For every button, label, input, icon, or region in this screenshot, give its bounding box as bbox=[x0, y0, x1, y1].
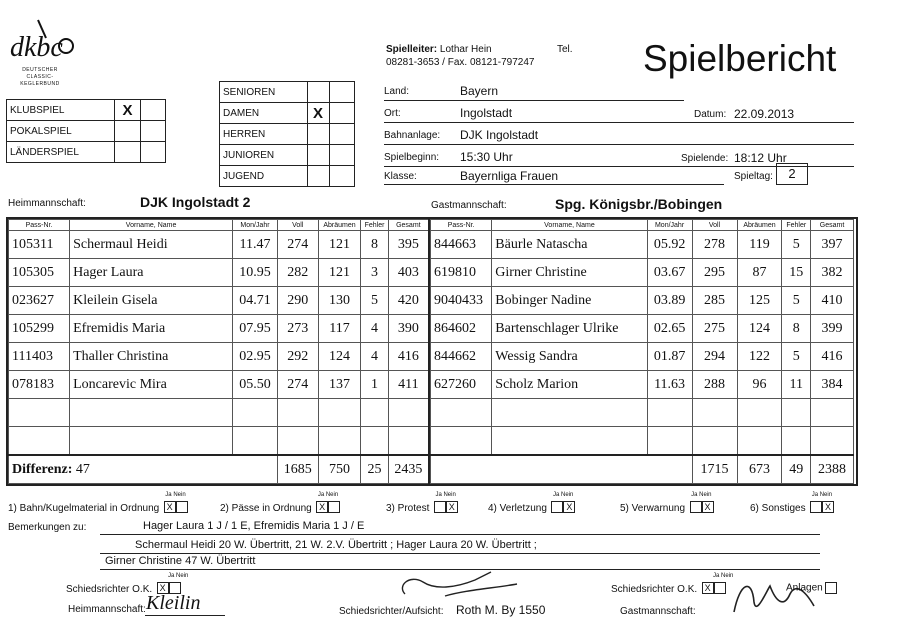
fehler-count: 5 bbox=[782, 287, 811, 315]
ort-label: Ort: bbox=[384, 108, 401, 119]
column-header: Pass-Nr. bbox=[9, 220, 70, 231]
player-row bbox=[9, 287, 430, 315]
abraeumen-score: 96 bbox=[737, 371, 782, 399]
fehler-count bbox=[782, 427, 811, 456]
column-header: Abräumen bbox=[737, 220, 782, 231]
birth-date: 04.71 bbox=[233, 287, 278, 315]
type-mark bbox=[115, 142, 140, 163]
check-nein-checkbox[interactable]: X bbox=[446, 501, 458, 513]
logo-text: DEUTSCHER CLASSIC- KEGLERBUND bbox=[20, 67, 60, 87]
check-item: Ja Nein 6) Sonstiges X bbox=[750, 492, 833, 514]
birth-date: 05.50 bbox=[233, 371, 278, 399]
gesamt-score bbox=[811, 399, 854, 427]
land-value: Bayern bbox=[460, 84, 499, 98]
check-label: 4) Verletzung bbox=[488, 503, 547, 514]
player-name: Schermaul Heidi bbox=[70, 231, 233, 259]
abraeumen-score: 137 bbox=[318, 371, 361, 399]
spielende-label: Spielende: bbox=[681, 153, 729, 164]
remarks-line-2: Schermaul Heidi 20 W. Übertritt, 21 W. 2.V. Übertritt ; Hager Laura 20 W. Übertritt ; bbox=[135, 539, 537, 551]
klasse-label: Klasse: bbox=[384, 171, 417, 182]
player-name: Thaller Christina bbox=[70, 343, 233, 371]
voll-score: 294 bbox=[692, 343, 737, 371]
gesamt-score: 399 bbox=[811, 315, 854, 343]
diff-value: 47 bbox=[75, 461, 90, 477]
pass-nr: 844662 bbox=[431, 343, 492, 371]
type-row bbox=[220, 166, 355, 187]
check-item: Ja Nein 2) Pässe in Ordnung X bbox=[220, 492, 339, 514]
empty-total bbox=[431, 455, 693, 484]
type-mark bbox=[307, 82, 329, 103]
heim-team: DJK Ingolstadt 2 bbox=[140, 194, 251, 210]
checklist bbox=[8, 492, 858, 516]
birth-date bbox=[233, 427, 278, 456]
gesamt-score bbox=[811, 427, 854, 456]
logo-emblem bbox=[8, 18, 78, 62]
abraeumen-score: 124 bbox=[318, 343, 361, 371]
abraeumen-score bbox=[318, 399, 361, 427]
birth-date: 05.92 bbox=[647, 231, 692, 259]
check-nein-checkbox[interactable]: X bbox=[563, 501, 575, 513]
guest-table bbox=[430, 219, 854, 484]
abraeumen-score: 117 bbox=[318, 315, 361, 343]
voll-score: 292 bbox=[277, 343, 318, 371]
pass-nr bbox=[9, 427, 70, 456]
gesamt-score: 403 bbox=[388, 259, 429, 287]
type-label: HERREN bbox=[220, 124, 308, 145]
datum-value: 22.09.2013 bbox=[734, 107, 795, 121]
gesamt-score: 382 bbox=[811, 259, 854, 287]
total-abraeumen: 750 bbox=[318, 455, 361, 484]
type-empty bbox=[329, 124, 354, 145]
check-ja-checkbox[interactable] bbox=[551, 501, 563, 513]
type-row bbox=[220, 103, 355, 124]
pass-nr: 105299 bbox=[9, 315, 70, 343]
player-row bbox=[431, 427, 854, 456]
spieltag-value: 2 bbox=[776, 163, 808, 185]
schied-label: Schiedsrichter/Aufsicht: bbox=[339, 606, 444, 617]
abraeumen-score bbox=[737, 399, 782, 427]
spielleiter: Spielleiter: Lothar Hein bbox=[386, 44, 492, 55]
pass-nr: 844663 bbox=[431, 231, 492, 259]
abraeumen-score: 124 bbox=[737, 315, 782, 343]
check-ja-checkbox[interactable] bbox=[690, 501, 702, 513]
pass-nr bbox=[9, 399, 70, 427]
voll-score bbox=[692, 399, 737, 427]
check-label: 3) Protest bbox=[386, 503, 430, 514]
abraeumen-score: 119 bbox=[737, 231, 782, 259]
abraeumen-score bbox=[318, 427, 361, 456]
player-name bbox=[70, 427, 233, 456]
land-label: Land: bbox=[384, 86, 410, 97]
remarks-line-3: Girner Christine 47 W. Übertritt bbox=[105, 555, 256, 567]
bahnanlage-value: DJK Ingolstadt bbox=[460, 128, 539, 142]
player-name: Bobinger Nadine bbox=[492, 287, 647, 315]
fehler-count: 4 bbox=[361, 315, 388, 343]
total-voll: 1685 bbox=[277, 455, 318, 484]
score-sheet bbox=[6, 217, 858, 486]
fehler-count: 4 bbox=[361, 343, 388, 371]
remarks-label: Bemerkungen zu: bbox=[8, 522, 87, 533]
type-row bbox=[220, 82, 355, 103]
column-header-row bbox=[9, 220, 430, 231]
player-row bbox=[431, 287, 854, 315]
column-header: Fehler bbox=[361, 220, 388, 231]
birth-date: 03.67 bbox=[647, 259, 692, 287]
player-name: Wessig Sandra bbox=[492, 343, 647, 371]
spielende-value: 18:12 Uhr bbox=[734, 151, 787, 165]
check-label: 6) Sonstiges bbox=[750, 503, 806, 514]
gesamt-score: 397 bbox=[811, 231, 854, 259]
column-header: Mon/Jahr bbox=[647, 220, 692, 231]
gesamt-score: 410 bbox=[811, 287, 854, 315]
schied-ok-home: Ja Nein Schiedsrichter O.K. X bbox=[66, 573, 189, 595]
schied-ok-guest: Ja Nein Schiedsrichter O.K. X bbox=[611, 573, 734, 595]
schied-ok-guest-ja-checkbox[interactable]: X bbox=[702, 582, 714, 594]
fehler-count bbox=[361, 427, 388, 456]
column-header-row bbox=[431, 220, 854, 231]
player-name: Kleilein Gisela bbox=[70, 287, 233, 315]
pass-nr bbox=[431, 427, 492, 456]
type-row bbox=[220, 145, 355, 166]
type-mark: X bbox=[115, 100, 140, 121]
birth-date bbox=[647, 427, 692, 456]
player-name: Bartenschlager Ulrike bbox=[492, 315, 647, 343]
dkbc-logo bbox=[8, 18, 78, 87]
type-empty bbox=[329, 145, 354, 166]
voll-score: 295 bbox=[692, 259, 737, 287]
player-row bbox=[431, 315, 854, 343]
check-label: 1) Bahn/Kugelmaterial in Ordnung bbox=[8, 503, 160, 514]
column-header: Pass-Nr. bbox=[431, 220, 492, 231]
player-row bbox=[431, 343, 854, 371]
column-header: Mon/Jahr bbox=[233, 220, 278, 231]
type-label: LÄNDERSPIEL bbox=[7, 142, 115, 163]
gesamt-score bbox=[388, 427, 429, 456]
pass-nr bbox=[431, 399, 492, 427]
type-label: SENIOREN bbox=[220, 82, 308, 103]
gast-sign-label: Gastmannschaft: bbox=[620, 606, 696, 617]
birth-date bbox=[233, 399, 278, 427]
schied-signature bbox=[395, 566, 525, 606]
type-mark: X bbox=[307, 103, 329, 124]
pass-nr: 864602 bbox=[431, 315, 492, 343]
total-voll: 1715 bbox=[692, 455, 737, 484]
fehler-count: 5 bbox=[361, 287, 388, 315]
player-name bbox=[492, 427, 647, 456]
type-empty bbox=[140, 100, 165, 121]
fehler-count: 5 bbox=[782, 231, 811, 259]
check-item: Ja Nein 5) Verwarnung X bbox=[620, 492, 712, 514]
type-mark bbox=[115, 121, 140, 142]
bahnanlage-label: Bahnanlage: bbox=[384, 130, 441, 141]
voll-score: 282 bbox=[277, 259, 318, 287]
pass-nr: 9040433 bbox=[431, 287, 492, 315]
fehler-count: 15 bbox=[782, 259, 811, 287]
column-header: Gesamt bbox=[388, 220, 429, 231]
player-name: Efremidis Maria bbox=[70, 315, 233, 343]
tel-label: Tel. bbox=[557, 44, 573, 55]
player-row bbox=[431, 371, 854, 399]
birth-date: 11.47 bbox=[233, 231, 278, 259]
type-label: DAMEN bbox=[220, 103, 308, 124]
spieltag-label: Spieltag: bbox=[734, 171, 773, 182]
player-row bbox=[9, 259, 430, 287]
abraeumen-score: 125 bbox=[737, 287, 782, 315]
player-name bbox=[492, 399, 647, 427]
column-header: Voll bbox=[277, 220, 318, 231]
column-header: Gesamt bbox=[811, 220, 854, 231]
check-label: 2) Pässe in Ordnung bbox=[220, 503, 312, 514]
voll-score: 288 bbox=[692, 371, 737, 399]
schied-ok-home-ja-checkbox[interactable]: X bbox=[157, 582, 169, 594]
column-header: Vorname, Name bbox=[70, 220, 233, 231]
category-table bbox=[219, 81, 355, 187]
type-empty bbox=[329, 103, 354, 124]
fehler-count bbox=[782, 399, 811, 427]
voll-score bbox=[277, 399, 318, 427]
type-empty bbox=[140, 121, 165, 142]
pass-nr: 105305 bbox=[9, 259, 70, 287]
column-header: Fehler bbox=[782, 220, 811, 231]
pass-nr: 619810 bbox=[431, 259, 492, 287]
column-header: Abräumen bbox=[318, 220, 361, 231]
player-name: Loncarevic Mira bbox=[70, 371, 233, 399]
pass-nr: 105311 bbox=[9, 231, 70, 259]
player-row bbox=[9, 343, 430, 371]
birth-date: 02.65 bbox=[647, 315, 692, 343]
anlagen: Anlagen bbox=[786, 582, 837, 594]
type-row bbox=[7, 142, 166, 163]
player-row bbox=[431, 399, 854, 427]
type-row bbox=[220, 124, 355, 145]
type-label: JUNIOREN bbox=[220, 145, 308, 166]
schied-ok-guest-nein-checkbox[interactable] bbox=[714, 582, 726, 594]
type-label: KLUBSPIEL bbox=[7, 100, 115, 121]
voll-score bbox=[692, 427, 737, 456]
game-type-table bbox=[6, 99, 166, 163]
gesamt-score: 384 bbox=[811, 371, 854, 399]
gesamt-score: 416 bbox=[811, 343, 854, 371]
gast-label: Gastmannschaft: bbox=[431, 200, 507, 211]
voll-score: 275 bbox=[692, 315, 737, 343]
player-row bbox=[9, 427, 430, 456]
voll-score: 273 bbox=[277, 315, 318, 343]
player-row bbox=[9, 231, 430, 259]
fehler-count: 8 bbox=[782, 315, 811, 343]
fehler-count: 5 bbox=[782, 343, 811, 371]
gesamt-score bbox=[388, 399, 429, 427]
abraeumen-score bbox=[737, 427, 782, 456]
check-ja-checkbox[interactable] bbox=[810, 501, 822, 513]
check-ja-checkbox[interactable] bbox=[434, 501, 446, 513]
difference-cell bbox=[9, 455, 278, 484]
type-mark bbox=[307, 166, 329, 187]
player-row bbox=[9, 371, 430, 399]
anlagen-checkbox[interactable] bbox=[825, 582, 837, 594]
abraeumen-score: 121 bbox=[318, 231, 361, 259]
player-name: Girner Christine bbox=[492, 259, 647, 287]
heim-label: Heimmannschaft: bbox=[8, 198, 86, 209]
player-name: Hager Laura bbox=[70, 259, 233, 287]
pass-nr: 111403 bbox=[9, 343, 70, 371]
diff-label: Differenz: bbox=[12, 461, 73, 477]
home-table bbox=[8, 219, 430, 484]
heim-sign-label: Heimmannschaft: bbox=[68, 604, 146, 615]
type-mark bbox=[307, 124, 329, 145]
schied-name: Roth M. By 1550 bbox=[456, 603, 546, 617]
type-empty bbox=[329, 82, 354, 103]
heim-signature: Kleilin bbox=[146, 592, 201, 614]
check-item: Ja Nein 1) Bahn/Kugelmaterial in Ordnung X bbox=[8, 492, 186, 514]
type-row bbox=[7, 100, 166, 121]
total-fehler: 25 bbox=[361, 455, 388, 484]
pass-nr: 078183 bbox=[9, 371, 70, 399]
birth-date: 03.89 bbox=[647, 287, 692, 315]
fehler-count: 3 bbox=[361, 259, 388, 287]
fehler-count: 11 bbox=[782, 371, 811, 399]
type-empty bbox=[329, 166, 354, 187]
check-ja-checkbox[interactable]: X bbox=[164, 501, 176, 513]
remarks-line-1: Hager Laura 1 J / 1 E, Efremidis Maria 1 J / E bbox=[143, 520, 365, 532]
gesamt-score: 420 bbox=[388, 287, 429, 315]
klasse-value: Bayernliga Frauen bbox=[460, 169, 559, 183]
player-name: Scholz Marion bbox=[492, 371, 647, 399]
gast-team: Spg. Königsbr./Bobingen bbox=[555, 196, 723, 212]
birth-date: 02.95 bbox=[233, 343, 278, 371]
pass-nr: 627260 bbox=[431, 371, 492, 399]
check-nein-checkbox[interactable] bbox=[176, 501, 188, 513]
check-label: 5) Verwarnung bbox=[620, 503, 686, 514]
voll-score: 285 bbox=[692, 287, 737, 315]
fehler-count: 1 bbox=[361, 371, 388, 399]
total-gesamt: 2388 bbox=[811, 455, 854, 484]
check-item: Ja Nein 4) Verletzung X bbox=[488, 492, 574, 514]
voll-score: 290 bbox=[277, 287, 318, 315]
abraeumen-score: 87 bbox=[737, 259, 782, 287]
page-title: Spielbericht bbox=[643, 38, 837, 79]
gast-signature bbox=[730, 572, 820, 624]
type-label: POKALSPIEL bbox=[7, 121, 115, 142]
fehler-count bbox=[361, 399, 388, 427]
gesamt-score: 416 bbox=[388, 343, 429, 371]
voll-score: 278 bbox=[692, 231, 737, 259]
player-row bbox=[9, 315, 430, 343]
type-row bbox=[7, 121, 166, 142]
check-item: Ja Nein 3) Protest X bbox=[386, 492, 456, 514]
check-nein-checkbox[interactable]: X bbox=[702, 501, 714, 513]
voll-score: 274 bbox=[277, 231, 318, 259]
column-header: Vorname, Name bbox=[492, 220, 647, 231]
abraeumen-score: 121 bbox=[318, 259, 361, 287]
type-label: JUGEND bbox=[220, 166, 308, 187]
pass-nr: 023627 bbox=[9, 287, 70, 315]
total-fehler: 49 bbox=[782, 455, 811, 484]
check-nein-checkbox[interactable]: X bbox=[822, 501, 834, 513]
fehler-count: 8 bbox=[361, 231, 388, 259]
type-empty bbox=[140, 142, 165, 163]
birth-date: 10.95 bbox=[233, 259, 278, 287]
datum-label: Datum: bbox=[694, 109, 727, 120]
totals-row bbox=[431, 455, 854, 484]
totals-row bbox=[9, 455, 430, 484]
ort-value: Ingolstadt bbox=[460, 106, 513, 120]
gesamt-score: 411 bbox=[388, 371, 429, 399]
birth-date bbox=[647, 399, 692, 427]
player-name: Bäurle Natascha bbox=[492, 231, 647, 259]
voll-score bbox=[277, 427, 318, 456]
birth-date: 01.87 bbox=[647, 343, 692, 371]
abraeumen-score: 122 bbox=[737, 343, 782, 371]
birth-date: 07.95 bbox=[233, 315, 278, 343]
svg-text:dkbc: dkbc bbox=[10, 32, 63, 62]
player-row bbox=[9, 399, 430, 427]
birth-date: 11.63 bbox=[647, 371, 692, 399]
player-row bbox=[431, 259, 854, 287]
player-row bbox=[431, 231, 854, 259]
check-nein-checkbox[interactable] bbox=[328, 501, 340, 513]
spielbeginn-label: Spielbeginn: bbox=[384, 152, 440, 163]
player-name bbox=[70, 399, 233, 427]
total-abraeumen: 673 bbox=[737, 455, 782, 484]
gesamt-score: 390 bbox=[388, 315, 429, 343]
column-header: Voll bbox=[692, 220, 737, 231]
abraeumen-score: 130 bbox=[318, 287, 361, 315]
type-mark bbox=[307, 145, 329, 166]
voll-score: 274 bbox=[277, 371, 318, 399]
spielbeginn-value: 15:30 Uhr bbox=[460, 150, 513, 164]
check-ja-checkbox[interactable]: X bbox=[316, 501, 328, 513]
phone-fax: 08281-3653 / Fax. 08121-797247 bbox=[386, 57, 535, 68]
total-gesamt: 2435 bbox=[388, 455, 429, 484]
gesamt-score: 395 bbox=[388, 231, 429, 259]
